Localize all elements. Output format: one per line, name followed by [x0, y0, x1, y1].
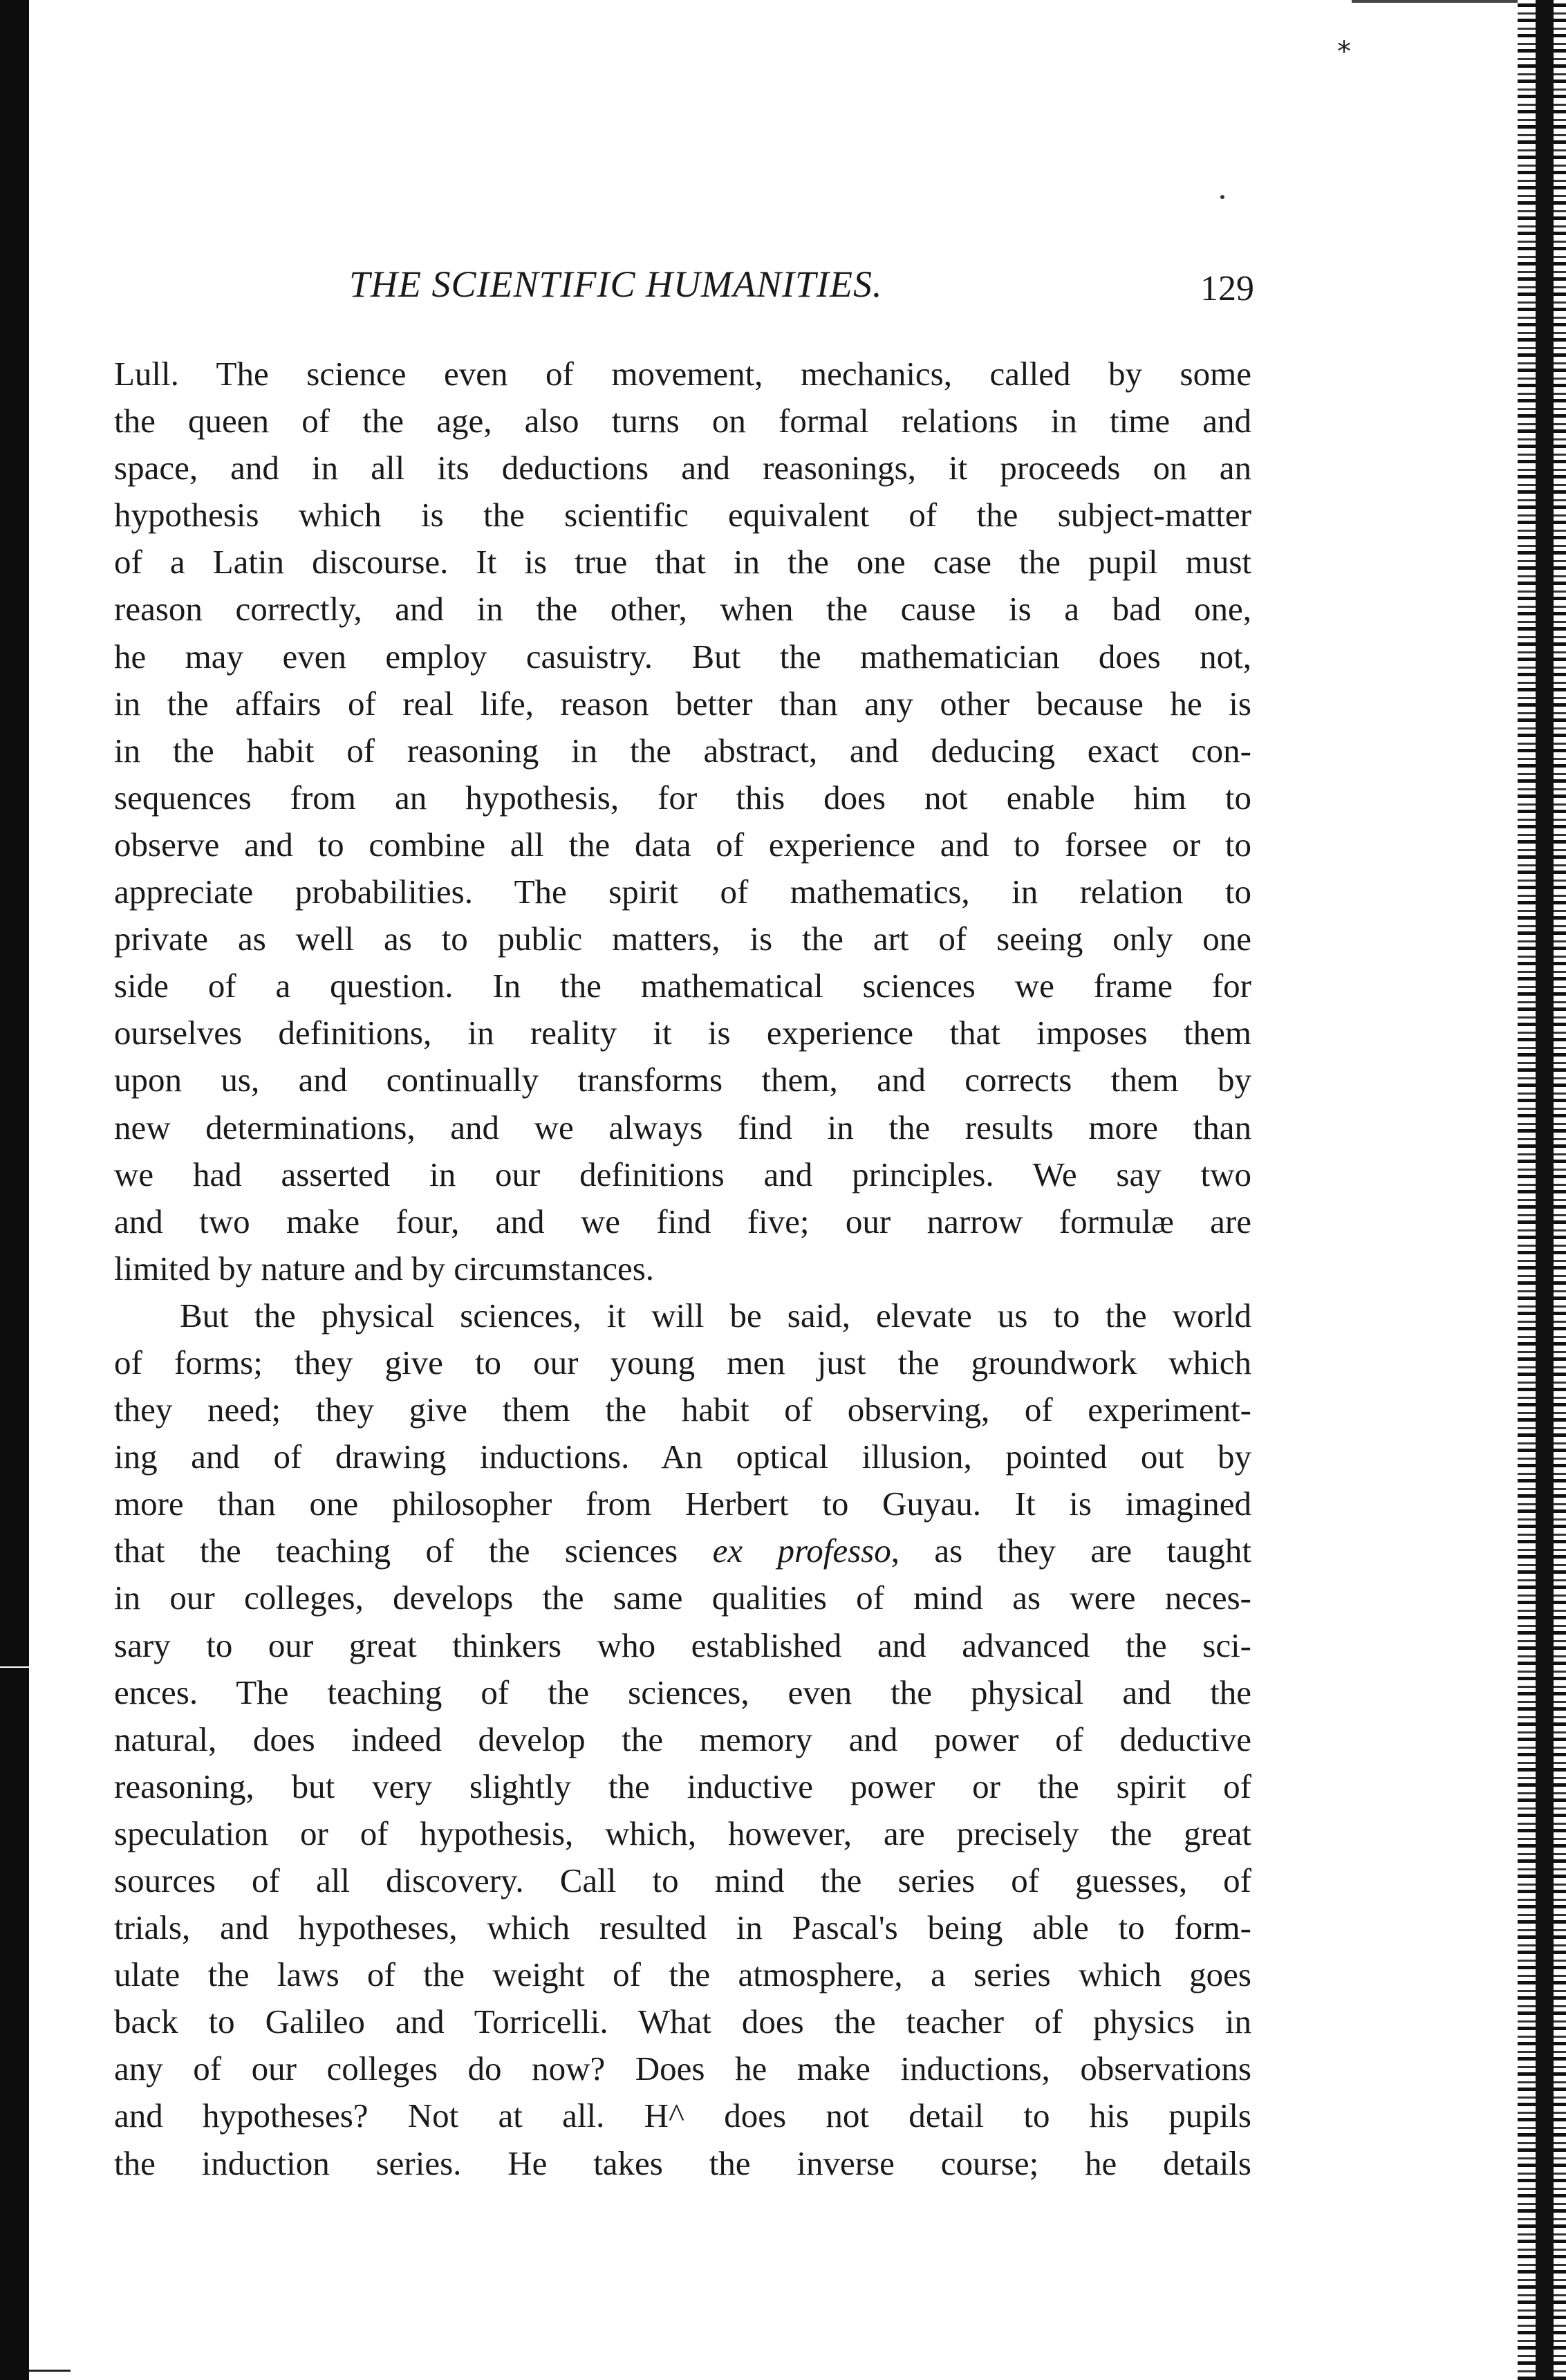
text-line: sary to our great thinkers who established and advanced the sci- [114, 1626, 1251, 1664]
text-line: back to Galileo and Torricelli. What does the teacher of physics in [114, 2002, 1251, 2041]
text-line: reasoning, but very slightly the inductive power or the spirit of [114, 1767, 1251, 1805]
text-line: Lull. The science even of movement, mechanics, called by some [114, 355, 1251, 393]
text-line: upon us, and continually transforms them, and corrects them by [114, 1061, 1251, 1099]
scan-top-edge [1352, 0, 1518, 3]
text-run: , as they are taught [891, 1532, 1251, 1570]
text-line: of forms; they give to our young men just the groundwork which [114, 1343, 1251, 1382]
text-line: new determinations, and we always find in the results more than [114, 1108, 1251, 1146]
text-line: But the physical sciences, it will be said, elevate us to the world [180, 1296, 1251, 1335]
text-line: sequences from an hypothesis, for this does not enable him to [114, 778, 1251, 817]
text-line: we had asserted in our definitions and principles. We say two [114, 1155, 1251, 1193]
scan-bottom-edge [29, 2370, 71, 2372]
text-line: hypothesis which is the scientific equivalent of the subject-matter [114, 496, 1251, 534]
paragraph-1 [114, 351, 1251, 1292]
text-line: of a Latin discourse. It is true that in the one case the pupil must [114, 543, 1251, 582]
scan-right-edge-shadow [1536, 0, 1554, 2380]
text-line: the induction series. He takes the inverse course; he details [114, 2144, 1251, 2182]
text-line: speculation or of hypothesis, which, however, are precisely the great [114, 1814, 1251, 1852]
text-line: in our colleges, develops the same qualities of mind as were neces- [114, 1579, 1251, 1617]
text-line: observe and to combine all the data of experience and to forsee or to [114, 825, 1251, 864]
text-line: ulate the laws of the weight of the atmosphere, a series which goes [114, 1955, 1251, 1994]
text-line: more than one philosopher from Herbert to Guyau. It is imagined [114, 1485, 1251, 1523]
scan-left-edge-notch [0, 1666, 29, 1668]
text-line: limited by nature and by circumstances. [114, 1249, 655, 1287]
text-line-with-italic [114, 1527, 1251, 1574]
text-line: appreciate probabilities. The spirit of mathematics, in relation to [114, 873, 1251, 911]
page-number: 129 [1200, 269, 1254, 308]
text-run: that the teaching of the sciences [114, 1532, 713, 1570]
corner-mark: * [1337, 36, 1351, 68]
scan-left-edge [0, 0, 29, 2380]
text-line: natural, does indeed develop the memory and power of deductive [114, 1720, 1251, 1758]
text-line: in the habit of reasoning in the abstract, and deducing exact con- [114, 731, 1251, 770]
text-line: and hypotheses? Not at all. H^ does not detail to his pupils [114, 2097, 1251, 2135]
text-line: any of our colleges do now? Does he make inductions, observations [114, 2049, 1251, 2088]
running-header [0, 263, 1566, 325]
text-line: in the affairs of real life, reason better than any other because he is [114, 684, 1251, 723]
text-line: reason correctly, and in the other, when the cause is a bad one, [114, 590, 1251, 629]
text-line: the queen of the age, also turns on formal relations in time and [114, 402, 1251, 440]
text-line: ences. The teaching of the sciences, even the physical and the [114, 1673, 1251, 1711]
text-line: private as well as to public matters, is the art of seeing only one [114, 920, 1251, 958]
text-line: they need; they give them the habit of observing, of experiment- [114, 1391, 1251, 1429]
text-line: ing and of drawing inductions. An optical illusion, pointed out by [114, 1438, 1251, 1476]
text-line: ourselves definitions, in reality it is experience that imposes them [114, 1014, 1251, 1052]
italic-term: ex professo [712, 1532, 891, 1570]
body-text [114, 351, 1251, 2187]
text-line: sources of all discovery. Call to mind the series of guesses, of [114, 1861, 1251, 1899]
text-line: he may even employ casuistry. But the mathematician does not, [114, 637, 1251, 676]
text-line: and two make four, and we find five; our narrow formulæ are [114, 1202, 1251, 1240]
text-line: trials, and hypotheses, which resulted in Pascal's being able to form- [114, 1908, 1251, 1947]
text-line: space, and in all its deductions and reasonings, it proceeds on an [114, 449, 1251, 487]
running-title: THE SCIENTIFIC HUMANITIES. [349, 263, 883, 305]
scan-speck [1220, 195, 1224, 199]
paragraph-2 [114, 1292, 1251, 2187]
text-line: side of a question. In the mathematical sciences we frame for [114, 967, 1251, 1005]
